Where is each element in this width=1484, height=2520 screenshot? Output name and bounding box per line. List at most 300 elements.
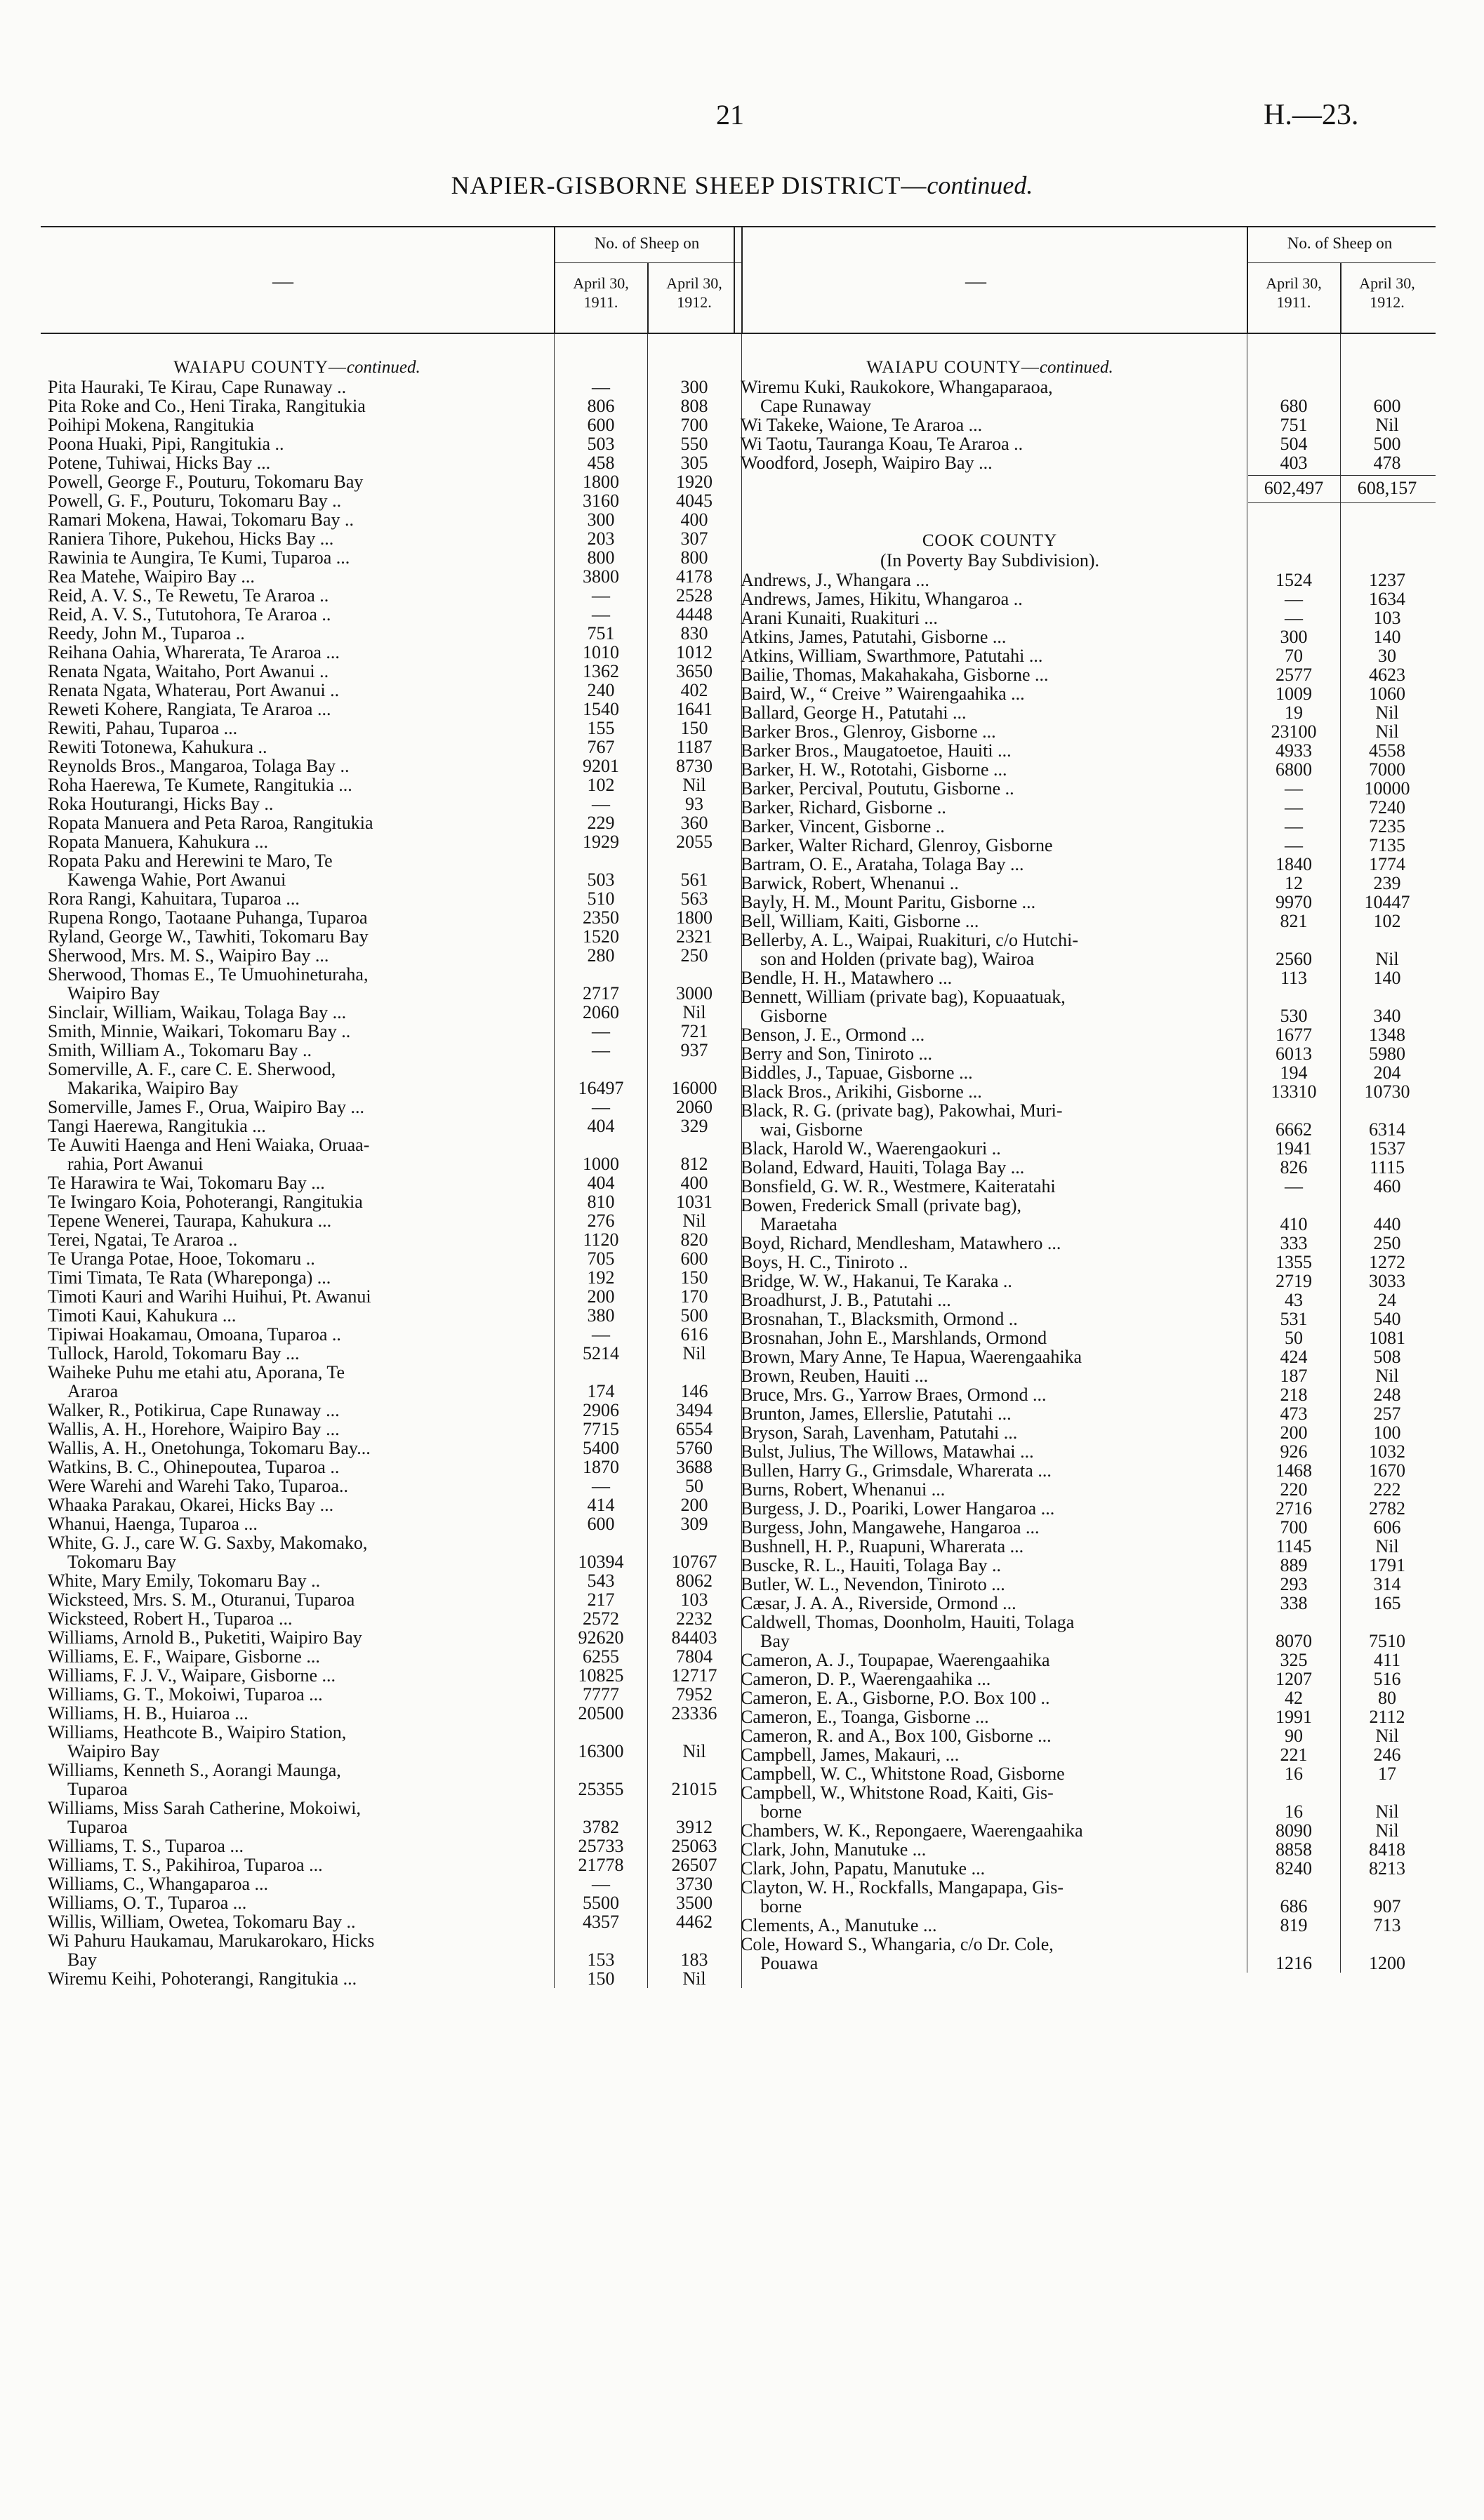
owner-name-line: Rawinia te Aungira, Te Kumi, Tuparoa ... [48,547,350,568]
owner-name-line: Bennett, William (private bag), Kopuaatuak, [741,987,1066,1007]
sheep-1912: 10447 [1364,892,1410,912]
owner-name-line: Black, R. G. (private bag), Pakowhai, Muri- [741,1100,1063,1121]
owner-name [41,927,546,946]
owner-name-line: Timoti Kauri and Warihi Huihui, Pt. Awanui [48,1286,371,1307]
owner-name [734,1499,1239,1518]
sheep-1911: 20500 [578,1703,624,1724]
sheep-1912: 7135 [1369,835,1405,855]
sheep-1912: 1012 [676,642,713,662]
sheep-1912: 23336 [671,1703,717,1724]
owner-name-line: Tipiwai Hoakamau, Omoana, Tuparoa .. [48,1324,341,1345]
owner-name [734,1025,1239,1044]
sheep-1911: 150 [587,1968,615,1989]
table-row [734,1196,1436,1234]
owner-name-line: Pita Roke and Co., Heni Tiraka, Rangitukia [48,396,366,416]
owner-name-line: Boland, Edward, Hauiti, Tolaga Bay ... [741,1157,1025,1178]
owner-name-line: Araroa [67,1381,119,1401]
table-row [734,1707,1436,1726]
owner-name [41,1495,546,1514]
total-row [734,472,1436,505]
table-row [734,1044,1436,1063]
sheep-1912: 222 [1373,1479,1401,1500]
sheep-1911: 510 [587,888,615,909]
sheep-1911: — [592,377,610,397]
sheep-1912: 7804 [676,1646,713,1667]
sheep-1912: Nil [1375,949,1399,969]
table-row [41,927,743,946]
table-row [734,836,1436,855]
sheep-1912: 1200 [1369,1953,1405,1973]
header-col-1911: April 30, 1911. [1266,274,1322,311]
owner-name [734,855,1239,874]
table-row [41,1855,743,1874]
sheep-1911: — [592,585,610,606]
sheep-1912: 103 [680,1589,708,1610]
sheep-1912: 170 [680,1286,708,1307]
owner-name-line: Ryland, George W., Tawhiti, Tokomaru Bay [48,926,369,947]
sheep-1912: 600 [1373,396,1401,416]
owner-name-line: Potene, Tuhiwai, Hicks Bay ... [48,453,271,473]
owner-name [41,1439,546,1458]
owner-name-line: Williams, T. S., Tuparoa ... [48,1836,244,1856]
table-row [734,1423,1436,1442]
owner-name-line: Williams, T. S., Pakihiroa, Tuparoa ... [48,1855,323,1875]
table-row [734,855,1436,874]
table-row [41,1609,743,1628]
owner-name-line: Sherwood, Mrs. M. S., Waipiro Bay ... [48,945,329,966]
owner-name [734,571,1239,589]
owner-name-line: Black, Harold W., Waerengaokuri .. [741,1138,1001,1159]
owner-name [41,586,546,605]
sheep-1911: 1120 [583,1229,619,1250]
owner-name [41,434,546,453]
owner-name [41,1192,546,1211]
sheep-1911: 9201 [583,756,619,776]
table-row [41,1041,743,1060]
sheep-1911: 926 [1280,1441,1308,1462]
table-row [41,1363,743,1401]
owner-name-line: Smith, William A., Tokomaru Bay .. [48,1040,312,1060]
owner-name [734,798,1239,817]
sheep-1912: 50 [685,1476,703,1496]
owner-name-line: Barker Bros., Maugatoetoe, Hauiti ... [741,740,1012,761]
table-row [734,798,1436,817]
sheep-1912: 478 [1373,453,1401,473]
sheep-1911: 3160 [583,491,619,511]
owner-name [734,1688,1239,1707]
table-row [734,1177,1436,1196]
table-row [41,643,743,662]
table-row [734,779,1436,798]
sheep-1912: Nil [682,1741,706,1761]
sheep-1912: 100 [1373,1422,1401,1443]
sheep-1911: 543 [587,1571,615,1591]
sheep-1912: 204 [1373,1062,1401,1083]
table-row [41,1799,743,1836]
left-table-body [41,334,743,1988]
table-row [41,472,743,491]
table-row [734,1234,1436,1253]
table-row [41,1931,743,1969]
table-row [41,1192,743,1211]
owner-name [734,1726,1239,1745]
sheep-1911: 7715 [583,1419,619,1439]
sheep-1911: 6013 [1276,1044,1312,1064]
owner-name [734,1328,1239,1347]
sheep-1912: 17 [1378,1764,1396,1784]
sheep-1911: 2717 [583,983,619,1004]
sheep-1912: Nil [1375,1820,1399,1841]
right-table [734,226,1436,1973]
owner-name [734,415,1239,434]
owner-name-line: Bruce, Mrs. G., Yarrow Braes, Ormond ... [741,1385,1047,1405]
sheep-1912: 7235 [1369,816,1405,836]
owner-name-line: Cameron, E., Toanga, Gisborne ... [741,1707,989,1727]
sheep-1911: 600 [587,415,615,435]
sheep-1912: 200 [680,1495,708,1515]
sheep-1912: 1537 [1369,1138,1405,1159]
owner-name-line: Woodford, Joseph, Waipiro Bay ... [741,453,993,473]
sheep-1912: 248 [1373,1385,1401,1405]
sheep-1912: 30 [1378,646,1396,666]
owner-name-line: Williams, O. T., Tuparoa ... [48,1893,247,1913]
owner-name [41,1211,546,1230]
owner-name-line: Kawenga Wahie, Port Awanui [67,869,286,890]
sheep-1911: 473 [1280,1404,1308,1424]
owner-name-line: Cameron, R. and A., Box 100, Gisborne ... [741,1726,1052,1746]
owner-name [41,1571,546,1590]
owner-name-line: Ramari Mokena, Hawai, Tokomaru Bay .. [48,509,354,530]
sheep-1912: Nil [1375,1366,1399,1386]
owner-name [734,378,1239,415]
sheep-1912: 3494 [676,1400,713,1420]
owner-name-line: Andrews, James, Hikitu, Whangaroa .. [741,589,1023,609]
owner-name [41,1723,546,1761]
sheep-1911: 70 [1285,646,1303,666]
sheep-1911: 1520 [583,926,619,947]
table-row [734,571,1436,589]
table-row [734,1063,1436,1082]
table-row [734,760,1436,779]
table-row [734,1347,1436,1366]
sheep-1912: Nil [1375,702,1399,723]
owner-name-line: Clayton, W. H., Rockfalls, Mangapapa, Gis- [741,1877,1064,1898]
owner-name [734,817,1239,836]
table-row [41,1495,743,1514]
owner-name-line: Somerville, A. F., care C. E. Sherwood, [48,1059,336,1079]
sheep-1912: 329 [680,1116,708,1136]
sheep-1912: 5980 [1369,1044,1405,1064]
sheep-1912: 400 [680,509,708,530]
owner-name [41,681,546,700]
owner-name-line: Tepene Wenerei, Taurapa, Kahukura ... [48,1211,332,1231]
sheep-1912: 7952 [676,1684,713,1705]
table-row [734,665,1436,684]
owner-name-line: Bailie, Thomas, Makahakaha, Gisborne ... [741,665,1049,685]
owner-name [734,1347,1239,1366]
table-row [41,662,743,681]
owner-name-line: Rewiti, Pahau, Tuparoa ... [48,718,238,738]
sheep-1911: 806 [587,396,615,416]
table-row [41,1325,743,1344]
owner-name [41,908,546,927]
owner-name-line: Butler, W. L., Nevendon, Tiniroto ... [741,1574,1005,1594]
sheep-1911: 1870 [583,1457,619,1477]
owner-name-line: Brown, Mary Anne, Te Hapua, Waerengaahika [741,1347,1082,1367]
table-row [41,396,743,415]
owner-name-line: Makarika, Waipiro Bay [67,1078,239,1098]
sheep-1911: 1941 [1276,1138,1312,1159]
table-row [734,1726,1436,1745]
sheep-1911: — [1285,1176,1303,1196]
section-heading: WAIAPU COUNTY—continued. [173,358,420,377]
sheep-1912: 411 [1373,1650,1401,1670]
sheep-1912: 907 [1373,1896,1401,1916]
sheep-1911: 4933 [1276,740,1312,761]
owner-name [41,378,546,396]
table-row [734,722,1436,741]
owner-name-line: White, G. J., care W. G. Saxby, Makomako, [48,1533,368,1553]
table-row [41,415,743,434]
table-row [41,813,743,832]
sheep-1912: 10767 [671,1552,717,1572]
owner-name-line: Benson, J. E., Ormond ... [741,1025,925,1045]
document-code: H.—23. [1264,99,1359,131]
sheep-1912: 340 [1373,1006,1401,1026]
owner-name [734,779,1239,798]
owner-name-line: Wallis, A. H., Onetohunga, Tokomaru Bay... [48,1438,371,1458]
owner-name-line: Williams, H. B., Huiaroa ... [48,1703,249,1724]
sheep-1912: 713 [1373,1915,1401,1935]
table-row [41,1761,743,1799]
sheep-1912: 4623 [1369,665,1405,685]
owner-name-line: Caldwell, Thomas, Doonholm, Hauiti, Tolaga [741,1612,1075,1632]
table-row [734,1556,1436,1575]
title-continued: continued. [927,171,1033,199]
sheep-1912: 600 [680,1248,708,1269]
owner-name [41,1476,546,1495]
table-row [41,908,743,927]
sheep-1911: 6255 [583,1646,619,1667]
sheep-1912: 563 [680,888,708,909]
owner-name-line: Bonsfield, G. W. R., Westmere, Kaiteratahi [741,1176,1056,1196]
sheep-1911: 25733 [578,1836,624,1856]
sheep-1912: Nil [1375,1536,1399,1556]
owner-name-line: Pouawa [760,1953,819,1973]
table-row [734,1385,1436,1404]
sheep-1912: 314 [1373,1574,1401,1594]
owner-name-line: Waipiro Bay [67,1741,160,1761]
sheep-1911: — [1285,816,1303,836]
sheep-1912: 1348 [1369,1025,1405,1045]
table-row [41,434,743,453]
header-group-label: No. of Sheep on [1287,234,1393,252]
sheep-1911: 2560 [1276,949,1312,969]
sheep-1912: 257 [1373,1404,1401,1424]
owner-name [734,453,1239,472]
owner-name [41,1420,546,1439]
sheep-1912: 1237 [1369,570,1405,590]
table-row [41,529,743,548]
sheep-1911: 16 [1285,1764,1303,1784]
sheep-1912: 246 [1373,1745,1401,1765]
owner-name [734,1309,1239,1328]
table-row [734,1821,1436,1840]
sheep-1912: Nil [682,1211,706,1231]
table-row [734,1309,1436,1328]
owner-name-line: Biddles, J., Tapuae, Gisborne ... [741,1062,973,1083]
sheep-1911: 458 [587,453,615,473]
left-table-header [41,226,743,334]
owner-name-line: Barker, Richard, Gisborne .. [741,797,946,818]
sheep-1912: 300 [680,377,708,397]
table-row [41,1022,743,1041]
sheep-1911: 1216 [1276,1953,1312,1973]
owner-name [41,1173,546,1192]
sheep-1911: 276 [587,1211,615,1231]
sheep-1912: 2060 [676,1097,713,1117]
sheep-1912: 5760 [676,1438,713,1458]
sheep-1911: 686 [1280,1896,1308,1916]
table-row [734,1461,1436,1480]
sheep-1912: Nil [682,1968,706,1989]
sheep-1912: 140 [1373,968,1401,988]
table-row [734,646,1436,665]
sheep-1911: 300 [587,509,615,530]
sheep-1912: 1081 [1369,1328,1405,1348]
table-row [41,681,743,700]
owner-name [734,1272,1239,1291]
owner-name-line: Campbell, W. C., Whitstone Road, Gisborne [741,1764,1065,1784]
owner-name-line: Broadhurst, J. B., Patutahi ... [741,1290,951,1310]
owner-name-line: Waipiro Bay [67,983,160,1004]
owner-name [41,1041,546,1060]
owner-name [41,1647,546,1666]
table-row [41,1571,743,1590]
owner-name-line: Rora Rangi, Kahuitara, Tuparoa ... [48,888,300,909]
table-row [734,1480,1436,1499]
owner-name [41,1249,546,1268]
owner-name-line: Bay [760,1631,790,1651]
sheep-1911: 889 [1280,1555,1308,1575]
sheep-1911: — [1285,589,1303,609]
sheep-1912: 12717 [671,1665,717,1686]
table-row [41,548,743,567]
sheep-1912: 516 [1373,1669,1401,1689]
owner-name [734,1082,1239,1101]
owner-name [41,491,546,510]
sheep-1912: 550 [680,434,708,454]
owner-name-line: Powell, G. F., Pouturu, Tokomaru Bay .. [48,491,342,511]
sheep-1911: 25355 [578,1779,624,1799]
sheep-1912: 500 [680,1305,708,1326]
owner-name [734,1423,1239,1442]
owner-name [41,719,546,738]
table-row [734,1688,1436,1707]
sheep-1912: 561 [680,869,708,890]
owner-name [734,1707,1239,1726]
sheep-1911: — [592,1097,610,1117]
owner-name-line: Roha Haerewa, Te Kumete, Rangitukia ... [48,775,352,795]
table-row [41,378,743,396]
sheep-1911: 1991 [1276,1707,1312,1727]
owner-name-line: Te Uranga Potae, Hooe, Tokomaru .. [48,1248,315,1269]
sheep-1911: 2716 [1276,1498,1312,1519]
right-rows [734,571,1436,1973]
sheep-1911: 1840 [1276,854,1312,874]
sheep-1911: 404 [587,1173,615,1193]
table-row [41,965,743,1003]
sheep-1912: 2112 [1369,1707,1405,1727]
header-col-1911: April 30, 1911. [573,274,629,311]
sheep-1911: 192 [587,1267,615,1288]
sheep-1911: — [1285,797,1303,818]
owner-name [41,662,546,681]
owner-name [41,1609,546,1628]
owner-name [734,1537,1239,1556]
sheep-1911: 1524 [1276,570,1312,590]
owner-name [734,1745,1239,1764]
table-row [734,1537,1436,1556]
table-row [734,741,1436,760]
owner-name-line: Te Auwiti Haenga and Heni Waiaka, Oruaa- [48,1135,370,1155]
sheep-1912: 540 [1373,1309,1401,1329]
table-row [41,1249,743,1268]
sheep-1912: 508 [1373,1347,1401,1367]
sheep-1912: 7510 [1369,1631,1405,1651]
sheep-1912: Nil [1375,721,1399,742]
table-row [734,1764,1436,1783]
sheep-1912: 3000 [676,983,713,1004]
owner-name [41,1230,546,1249]
table-row [734,1404,1436,1423]
sheep-1912: 24 [1378,1290,1396,1310]
sheep-1911: 16 [1285,1801,1303,1822]
sheep-1912: 721 [680,1021,708,1041]
sheep-1912: 10730 [1364,1081,1410,1102]
owner-name-line: Te Iwingaro Koia, Pohoterangi, Rangitukia [48,1192,363,1212]
owner-name-line: Brown, Reuben, Hauiti ... [741,1366,929,1386]
table-row [41,851,743,889]
table-row [41,567,743,586]
owner-name-line: Sinclair, William, Waikau, Tolaga Bay ... [48,1002,347,1022]
owner-name [41,605,546,624]
owner-name [41,1761,546,1799]
table-row [41,1098,743,1116]
owner-name [734,874,1239,893]
owner-name [734,608,1239,627]
sheep-1912: 26507 [671,1855,717,1875]
table-row [41,1685,743,1704]
owner-name-line: Berry and Son, Tiniroto ... [741,1044,933,1064]
owner-name [734,760,1239,779]
owner-name [734,741,1239,760]
owner-name [41,1363,546,1401]
sheep-1912: 25063 [671,1836,717,1856]
sheep-1912: 360 [680,813,708,833]
sheep-1911: 1362 [583,661,619,681]
owner-name [41,643,546,662]
owner-name [734,1461,1239,1480]
table-row [41,1590,743,1609]
owner-name-line: borne [760,1896,802,1916]
owner-name [734,893,1239,912]
table-row [41,1060,743,1098]
table-row [734,1025,1436,1044]
sheep-1912: 16000 [671,1078,717,1098]
owner-name-line: Black Bros., Arikihi, Gisborne ... [741,1081,982,1102]
owner-name-line: Cape Runaway [760,396,872,416]
